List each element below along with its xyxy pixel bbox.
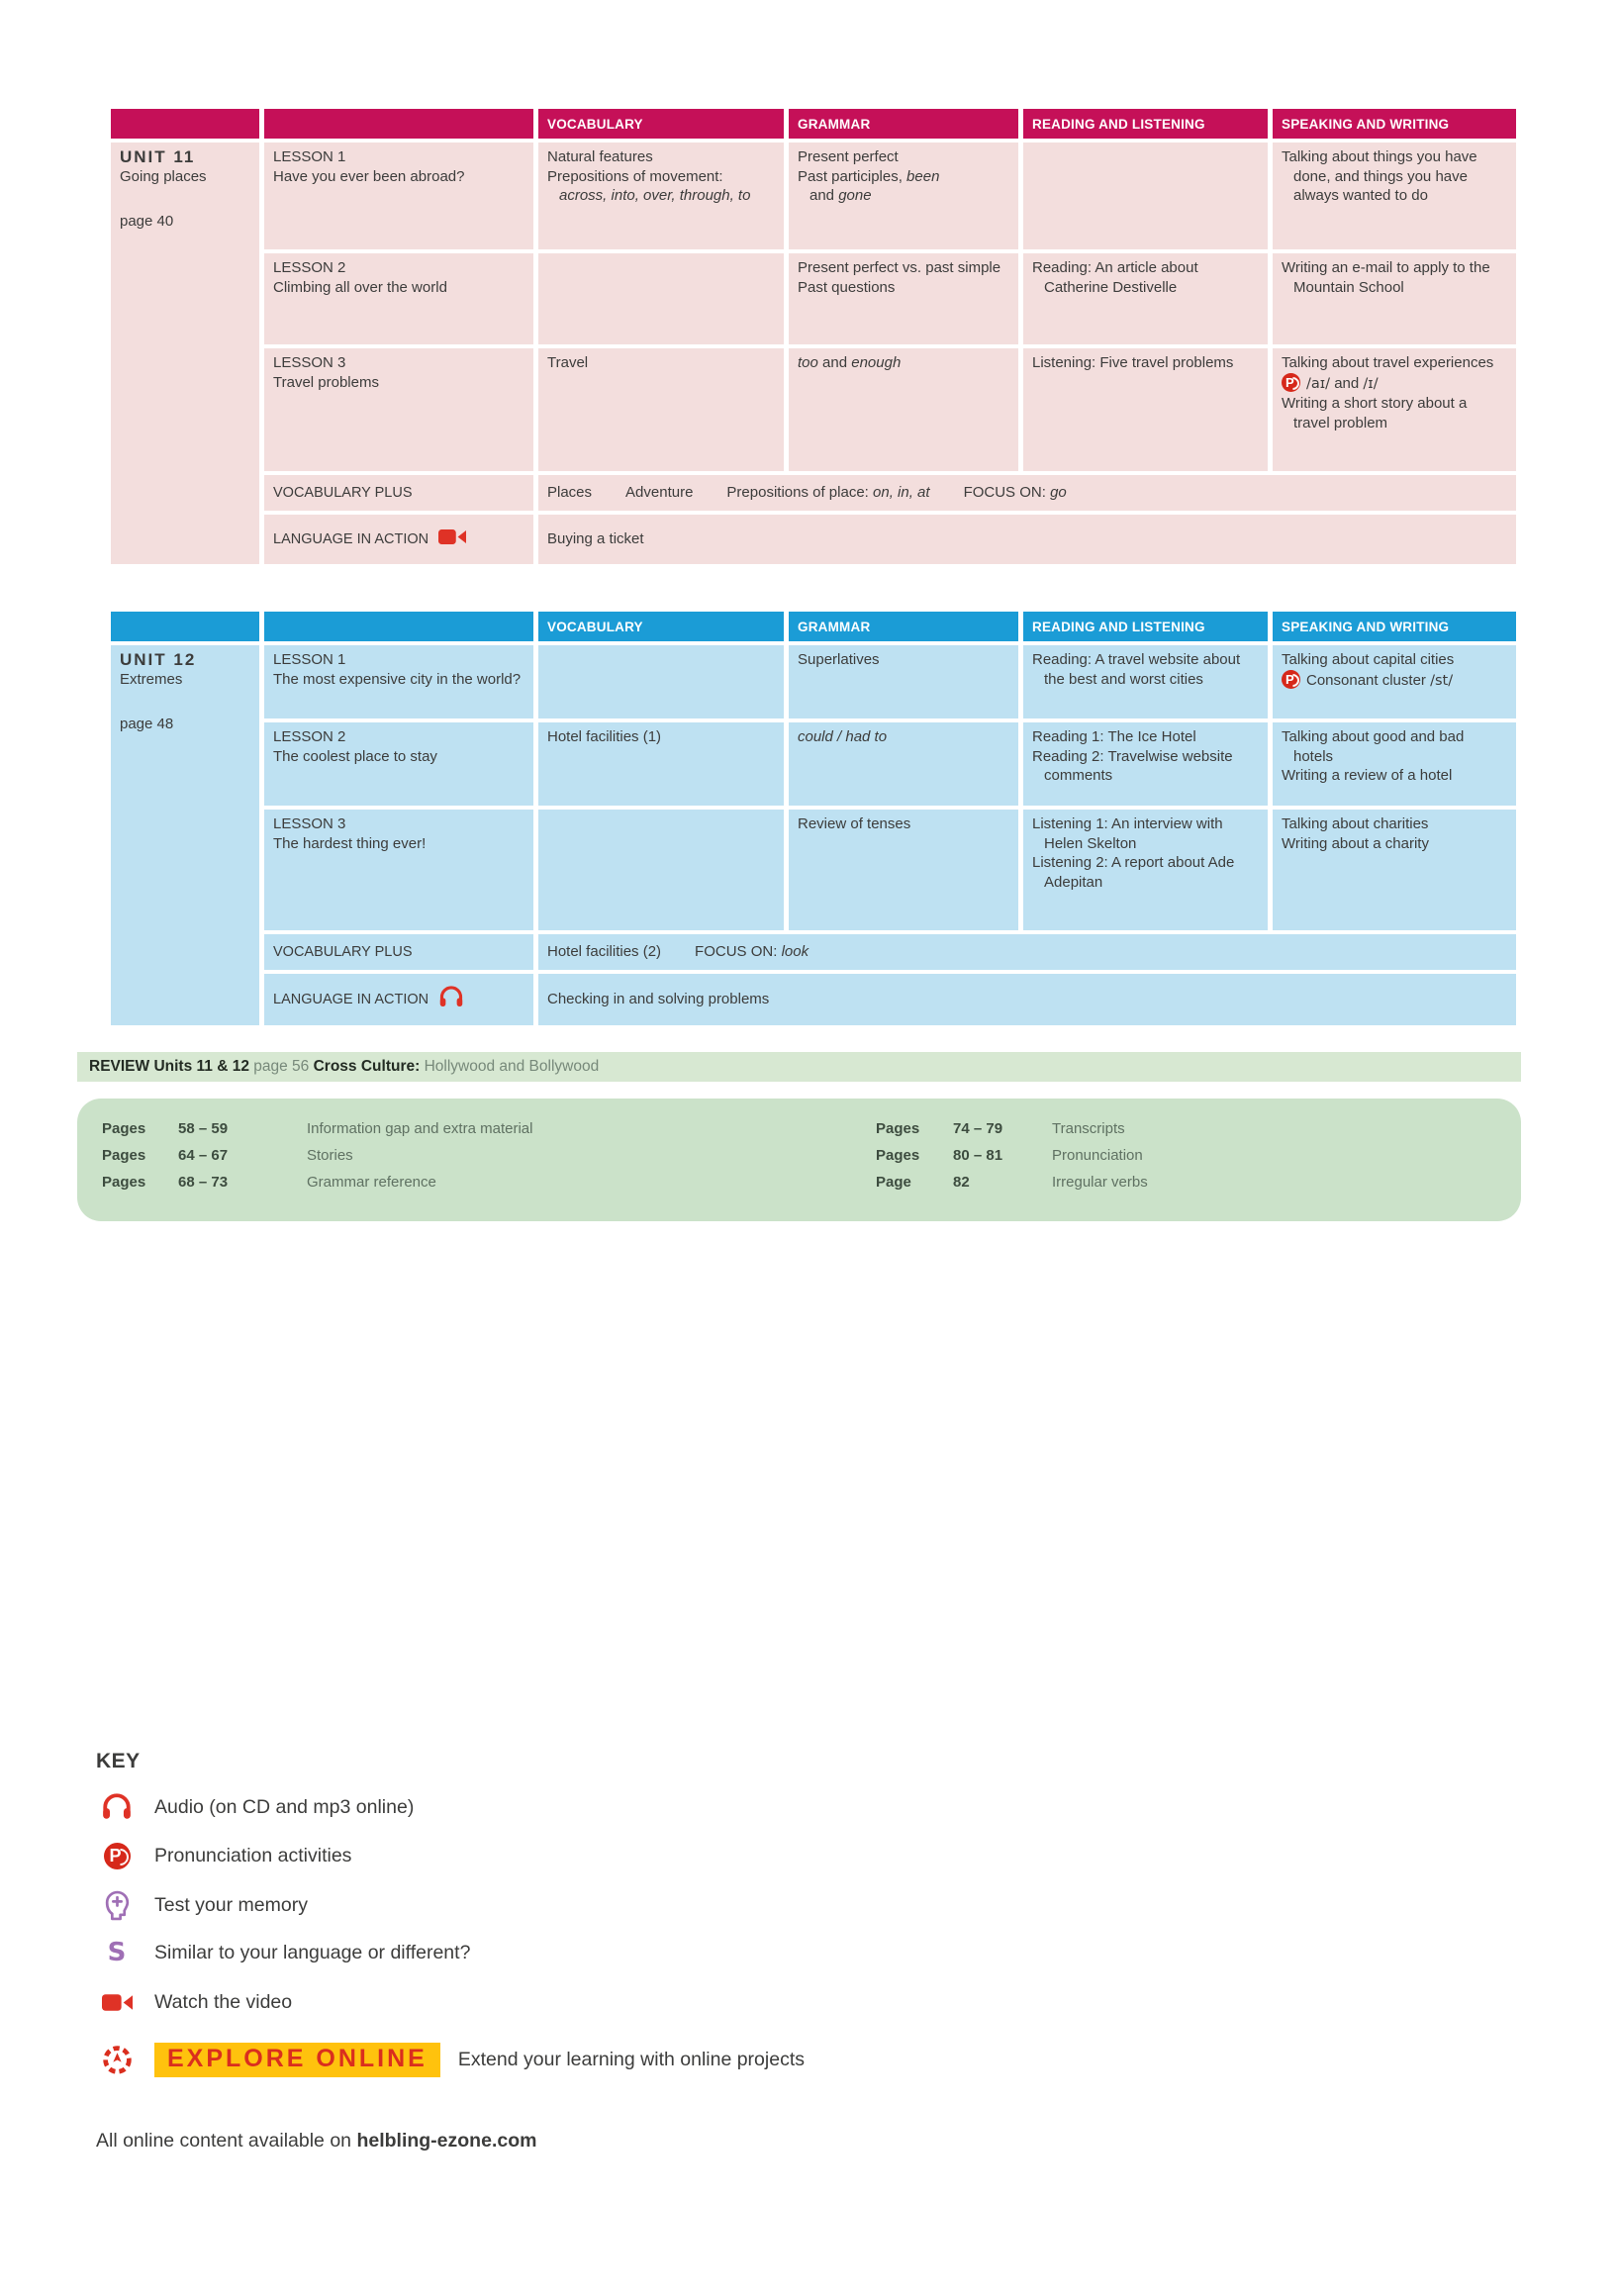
u12-lesson3-cell	[264, 810, 533, 930]
video-icon	[99, 1992, 135, 2013]
u12-lesson2-reading-cell: Reading 1: The Ice Hotel Reading 2: Travelwise website comments	[1023, 722, 1268, 806]
pages-row: Page 82 Irregular verbs	[876, 1174, 1148, 1191]
column-header-speaking: SPEAKING AND WRITING	[1273, 612, 1516, 641]
key-item-memory	[99, 1890, 308, 1921]
lesson-label: LESSON 1	[273, 148, 346, 165]
u12-lesson1-vocabulary-cell	[538, 645, 784, 718]
language-in-action-label: LANGUAGE IN ACTION	[273, 991, 429, 1007]
u12-lesson1-cell	[264, 645, 533, 718]
key-item-video	[99, 1991, 292, 2014]
column-header-grammar: GRAMMAR	[789, 109, 1018, 139]
lesson-title: Travel problems	[273, 373, 379, 391]
vocabulary-plus-label: VOCABULARY PLUS	[273, 943, 413, 960]
lesson-label: LESSON 2	[273, 728, 346, 745]
u11-language-in-action-content-cell: Buying a ticket	[538, 515, 1516, 564]
similar-icon: S	[107, 1938, 127, 1967]
column-header-reading: READING AND LISTENING	[1023, 109, 1268, 139]
u11-lesson1-reading-cell	[1023, 143, 1268, 249]
u11-vocabulary-plus-label-cell	[264, 475, 533, 511]
lesson-title: The hardest thing ever!	[273, 834, 427, 852]
headphones-icon	[438, 986, 464, 1013]
unit-page-ref: page 48	[120, 716, 174, 732]
u11-lesson3-grammar-cell: too and enough	[789, 348, 1018, 471]
u12-lesson3-speaking-cell: Talking about charities Writing about a charity	[1273, 810, 1516, 930]
pages-row: Pages 80 – 81 Pronunciation	[876, 1147, 1143, 1164]
unit-12-table	[111, 612, 1516, 1025]
u11-lesson1-grammar-cell: Present perfect Past participles, been and gone	[789, 143, 1018, 249]
u12-lesson3-grammar-cell: Review of tenses	[789, 810, 1018, 930]
u11-lesson2-speaking-cell: Writing an e-mail to apply to the Mountain School	[1273, 253, 1516, 344]
column-header-vocabulary: VOCABULARY	[538, 612, 784, 641]
lesson-title: The coolest place to stay	[273, 747, 437, 765]
memory-icon	[99, 1890, 135, 1921]
lesson-title: Have you ever been abroad?	[273, 167, 465, 185]
column-header-grammar: GRAMMAR	[789, 612, 1018, 641]
header-spacer	[264, 109, 533, 139]
video-icon	[438, 527, 466, 551]
pages-row: Pages 68 – 73 Grammar reference	[102, 1174, 436, 1191]
reference-pages-box	[77, 1099, 1521, 1221]
u11-vocabulary-plus-content-cell: Places Adventure Prepositions of place: on, in, at FOCUS ON: go	[538, 475, 1516, 511]
u12-lesson3-reading-cell: Listening 1: An interview with Helen Skelton Listening 2: A report about Ade Adepitan	[1023, 810, 1268, 930]
u12-lesson2-grammar-cell: could / had to	[789, 722, 1018, 806]
unit-number: UNIT 11	[120, 147, 196, 166]
u11-lesson2-grammar-cell: Present perfect vs. past simple Past questions	[789, 253, 1018, 344]
u11-language-in-action-label-cell	[264, 515, 533, 564]
language-in-action-label: LANGUAGE IN ACTION	[273, 530, 429, 547]
vocabulary-plus-label: VOCABULARY PLUS	[273, 484, 413, 501]
key-label: Watch the video	[154, 1991, 293, 2013]
column-header-speaking: SPEAKING AND WRITING	[1273, 109, 1516, 139]
header-spacer	[264, 612, 533, 641]
u11-lesson3-vocabulary-cell: Travel	[538, 348, 784, 471]
u12-vocabulary-plus-label-cell	[264, 934, 533, 970]
key-label: Extend your learning with online projects	[457, 2049, 805, 2070]
key-label: Pronunciation activities	[154, 1845, 352, 1866]
pages-row: Pages 58 – 59 Information gap and extra material	[102, 1120, 533, 1137]
key-item-audio	[99, 1793, 414, 1821]
key-item-explore-online	[99, 2043, 805, 2077]
u12-vocabulary-plus-content-cell: Hotel facilities (2) FOCUS ON: look	[538, 934, 1516, 970]
lesson-title: Climbing all over the world	[273, 278, 447, 296]
pages-row: Pages 64 – 67 Stories	[102, 1147, 353, 1164]
u11-lesson2-vocabulary-cell	[538, 253, 784, 344]
footer-note	[96, 2130, 536, 2152]
u12-lesson2-speaking-cell: Talking about good and bad hotels Writing a review of a hotel	[1273, 722, 1516, 806]
footer-domain: helbling-ezone.com	[356, 2130, 537, 2152]
reference-pages-right	[876, 1115, 1148, 1196]
u12-language-in-action-label-cell	[264, 974, 533, 1025]
lesson-label: LESSON 2	[273, 259, 346, 276]
review-bar: REVIEW Units 11 & 12 page 56 Cross Culture: Hollywood and Bollywood	[77, 1052, 1521, 1082]
unit-12-title-cell	[111, 645, 259, 1025]
pages-row: Pages 74 – 79 Transcripts	[876, 1120, 1125, 1137]
u11-lesson3-speaking-cell: Talking about travel experiences P /aɪ/ and /ɪ/ Writing a short story about a travel problem	[1273, 348, 1516, 471]
unit-number: UNIT 12	[120, 650, 197, 669]
explore-online-badge: EXPLORE ONLINE	[154, 2043, 440, 2077]
footer-text: All online content available on	[96, 2130, 357, 2152]
column-header-reading: READING AND LISTENING	[1023, 612, 1268, 641]
u12-lesson1-speaking-cell: Talking about capital cities P Consonant cluster /st/	[1273, 645, 1516, 718]
u11-lesson1-vocabulary-cell: Natural features Prepositions of movement: across, into, over, through, to	[538, 143, 784, 249]
u12-language-in-action-content-cell: Checking in and solving problems	[538, 974, 1516, 1025]
u12-lesson1-reading-cell: Reading: A travel website about the best and worst cities	[1023, 645, 1268, 718]
pronunciation-icon: P	[99, 1843, 135, 1869]
u11-lesson1-cell	[264, 143, 533, 249]
header-spacer	[111, 612, 259, 641]
u12-lesson2-cell	[264, 722, 533, 806]
u11-lesson3-cell	[264, 348, 533, 471]
unit-title: Going places	[120, 167, 207, 185]
lesson-label: LESSON 1	[273, 651, 346, 668]
pronunciation-icon: P	[1282, 670, 1300, 689]
key-heading: KEY	[96, 1750, 141, 1772]
u11-lesson2-reading-cell: Reading: An article about Catherine Destivelle	[1023, 253, 1268, 344]
u12-lesson1-grammar-cell: Superlatives	[789, 645, 1018, 718]
headphones-icon	[99, 1793, 135, 1821]
lesson-title: The most expensive city in the world?	[273, 670, 522, 688]
column-header-vocabulary: VOCABULARY	[538, 109, 784, 139]
explore-online-icon	[99, 2045, 135, 2075]
unit-11-table	[111, 109, 1516, 564]
key-label: Audio (on CD and mp3 online)	[154, 1795, 415, 1818]
u11-lesson2-cell	[264, 253, 533, 344]
u12-lesson2-vocabulary-cell: Hotel facilities (1)	[538, 722, 784, 806]
key-label: Similar to your language or different?	[154, 1941, 471, 1963]
u12-lesson3-vocabulary-cell	[538, 810, 784, 930]
key-label: Test your memory	[154, 1894, 308, 1916]
u11-lesson1-speaking-cell: Talking about things you have done, and things you have always wanted to do	[1273, 143, 1516, 249]
lesson-label: LESSON 3	[273, 815, 346, 832]
lesson-label: LESSON 3	[273, 354, 346, 371]
pronunciation-icon: P	[1282, 373, 1300, 392]
unit-11-title-cell	[111, 143, 259, 564]
u11-lesson3-reading-cell: Listening: Five travel problems	[1023, 348, 1268, 471]
header-spacer	[111, 109, 259, 139]
key-item-similar	[99, 1940, 470, 1965]
key-item-pronunciation	[99, 1843, 351, 1869]
unit-page-ref: page 40	[120, 213, 174, 230]
reference-pages-left	[102, 1115, 532, 1196]
unit-title: Extremes	[120, 670, 183, 688]
